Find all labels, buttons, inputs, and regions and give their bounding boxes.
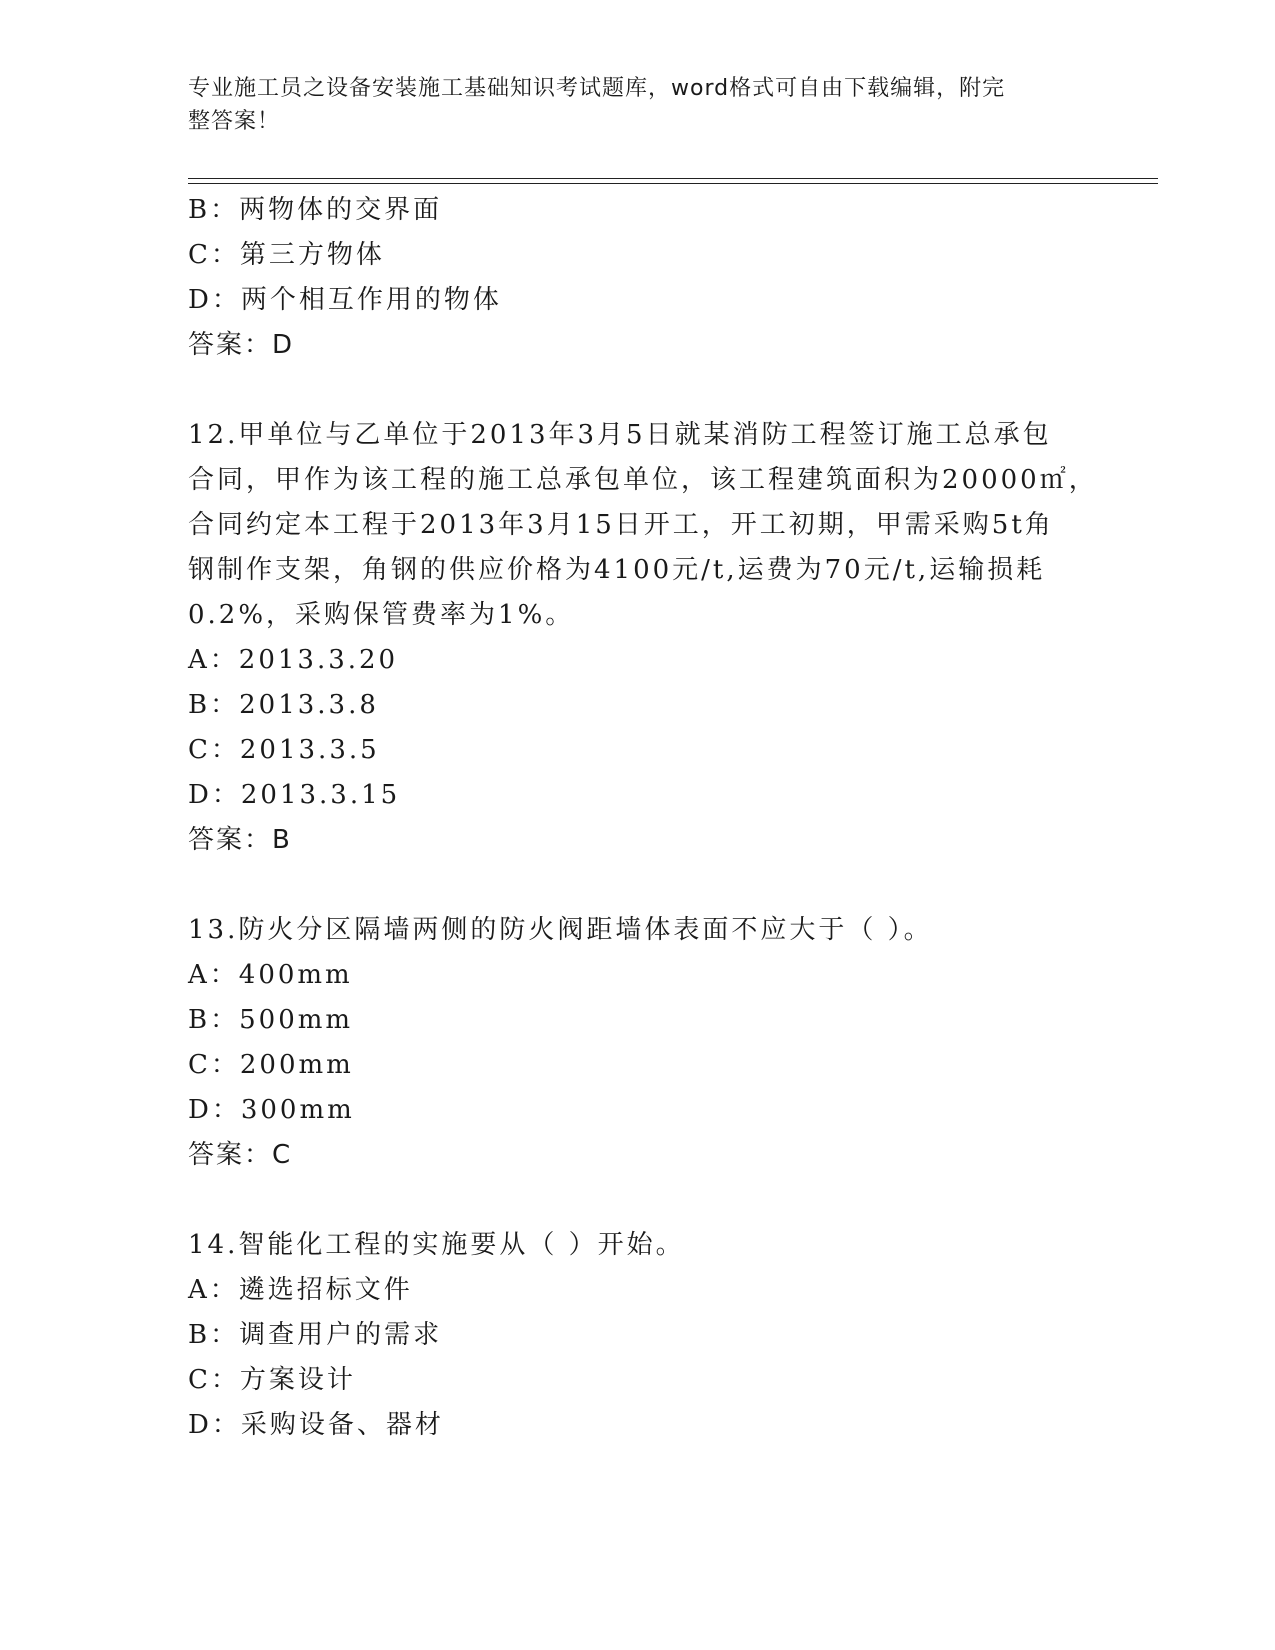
q13-option-c: C：200mm — [188, 1050, 354, 1080]
q13-option-a: A：400mm — [188, 960, 353, 990]
q12-option-d: D：2013.3.15 — [188, 780, 401, 810]
q12-stem-line-5: 0.2%，采购保管费率为1%。 — [188, 600, 575, 630]
q13-answer: 答案：C — [188, 1140, 293, 1170]
q12-option-c: C：2013.3.5 — [188, 735, 380, 765]
q11-option-b: B：两物体的交界面 — [188, 195, 443, 225]
q12-option-b: B：2013.3.8 — [188, 690, 379, 720]
q14-option-a: A：遴选招标文件 — [188, 1275, 413, 1305]
header-rule-top — [188, 178, 1158, 179]
q14-option-b: B：调查用户的需求 — [188, 1320, 443, 1350]
q14-option-d: D：采购设备、器材 — [188, 1410, 444, 1440]
q12-stem-line-3: 合同约定本工程于2013年3月15日开工，开工初期，甲需采购5t角 — [188, 510, 1054, 540]
header-title-line-2: 整答案！ — [188, 109, 281, 134]
q13-stem: 13.防火分区隔墙两侧的防火阀距墙体表面不应大于（ ）。 — [188, 915, 933, 945]
q12-option-a: A：2013.3.20 — [188, 645, 399, 675]
q11-option-d: D：两个相互作用的物体 — [188, 285, 502, 315]
q14-option-c: C：方案设计 — [188, 1365, 356, 1395]
q13-option-b: B：500mm — [188, 1005, 354, 1035]
q14-stem: 14.智能化工程的实施要从（ ）开始。 — [188, 1230, 685, 1260]
q11-option-c: C：第三方物体 — [188, 240, 385, 270]
page-header — [188, 72, 1068, 138]
header-rule-bottom — [188, 183, 1158, 184]
q12-answer: 答案：B — [188, 825, 292, 855]
q13-option-d: D：300mm — [188, 1095, 355, 1125]
q11-answer: 答案：D — [188, 330, 295, 360]
q12-stem-line-1: 12.甲单位与乙单位于2013年3月5日就某消防工程签订施工总承包 — [188, 420, 1052, 450]
q12-stem-line-4: 钢制作支架，角钢的供应价格为4100元/t,运费为70元/t,运输损耗 — [188, 555, 1046, 585]
q12-stem-line-2: 合同，甲作为该工程的施工总承包单位，该工程建筑面积为20000㎡， — [188, 465, 1098, 495]
header-title-line-1: 专业施工员之设备安装施工基础知识考试题库，word格式可自由下载编辑，附完 — [188, 76, 1006, 101]
